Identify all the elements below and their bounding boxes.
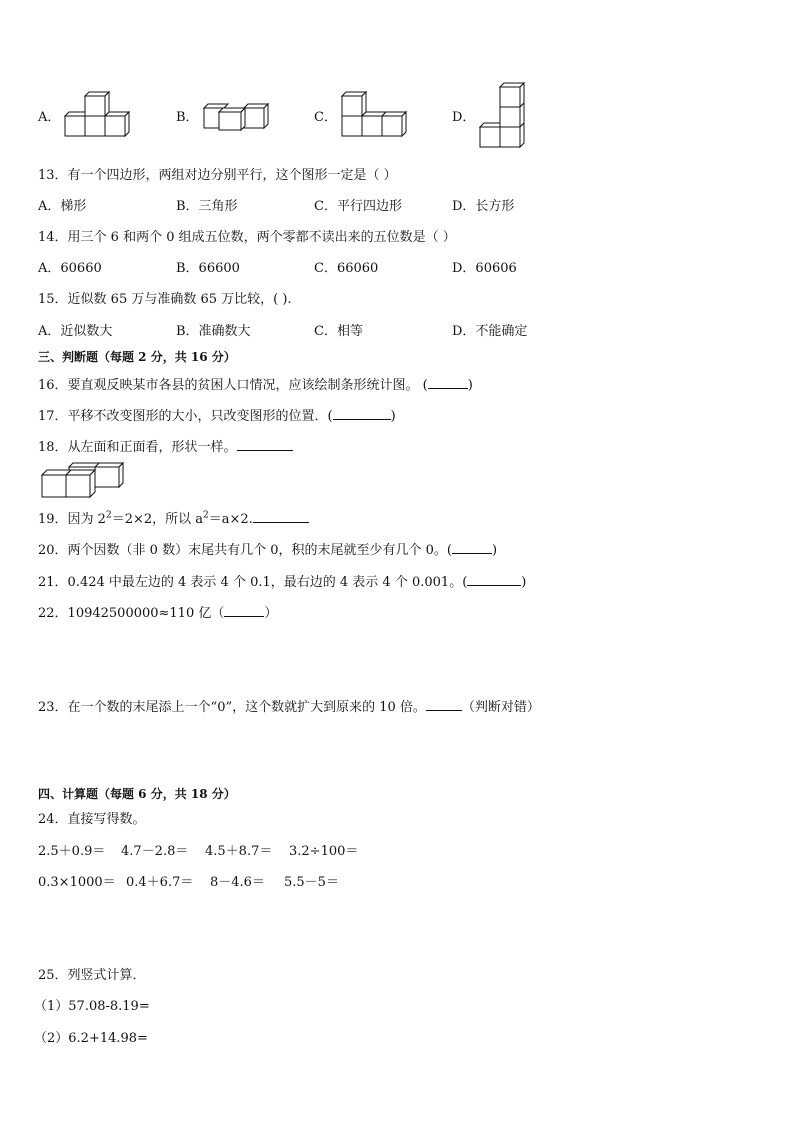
q15-stem: 15．近似数 65 万与准确数 65 万比较，( ).: [38, 292, 292, 307]
q17: [38, 407, 396, 425]
q18-text: 18．从左面和正面看，形状一样。: [38, 440, 237, 455]
q12-option-a-letter[interactable]: A．: [38, 110, 61, 125]
q22-text: 22．10942500000≈110 亿（: [38, 606, 225, 621]
q13-stem: 13．有一个四边形，两组对边分别平行，这个图形一定是（ ）: [38, 168, 397, 183]
q23: [38, 698, 540, 716]
section-4-title: 四、计算题（每题 6 分，共 18 分）: [38, 787, 236, 801]
q24-expr[interactable]: 4.7－2.8＝: [121, 844, 189, 859]
q20-close: ): [491, 543, 498, 558]
q19-post: ＝a×2.: [208, 512, 253, 527]
q24-expr[interactable]: 0.3×1000＝: [38, 875, 116, 890]
q13-option-d[interactable]: D．长方形: [452, 199, 515, 214]
q14-option-b[interactable]: B．66600: [176, 261, 240, 276]
q12-option-d-figure: [479, 84, 529, 148]
q24-expr[interactable]: 3.2÷100＝: [289, 844, 359, 859]
q13-option-c[interactable]: C．平行四边形: [314, 199, 402, 214]
q21-close: ): [521, 575, 527, 590]
q25-stem: 25．列竖式计算．: [38, 968, 146, 983]
q15-option-c[interactable]: C．相等: [314, 324, 363, 339]
q15-option-d[interactable]: D．不能确定: [452, 324, 528, 339]
q23-answer-blank[interactable]: [426, 698, 462, 711]
q13-option-b[interactable]: B．三角形: [176, 199, 238, 214]
q17-answer-blank[interactable]: [333, 407, 391, 420]
q22: [38, 604, 277, 622]
q21-answer-blank[interactable]: [467, 573, 521, 586]
q24-expr[interactable]: 2.5＋0.9＝: [38, 844, 106, 859]
q19-pre: 19．因为 2: [38, 512, 106, 527]
q12-option-b-letter[interactable]: B．: [176, 110, 199, 125]
q20: [38, 541, 497, 559]
q18: [38, 438, 293, 456]
q14-option-a[interactable]: A．60660: [38, 261, 102, 276]
q22-answer-blank[interactable]: [224, 604, 264, 617]
q20-text: 20．两个因数（非 0 数）末尾共有几个 0，积的末尾就至少有几个 0。(: [38, 543, 452, 558]
q12-option-c-figure: [341, 96, 411, 140]
section-3-title: 三、判断题（每题 2 分，共 16 分）: [38, 350, 236, 364]
q21: [38, 573, 526, 591]
q13-option-a[interactable]: A．梯形: [38, 199, 87, 214]
q24-stem: 24．直接写得数。: [38, 812, 146, 827]
q14-option-c[interactable]: C．66060: [314, 261, 379, 276]
q24-expr[interactable]: 8－4.6＝: [210, 875, 265, 890]
q23-text: 23．在一个数的末尾添上一个“0”，这个数就扩大到原来的 10 倍。: [38, 700, 426, 715]
q21-text: 21．0.424 中最左边的 4 表示 4 个 0.1，最右边的 4 表示 4 个 0.001。(: [38, 575, 468, 590]
q19-mid: ＝2×2，所以 a: [111, 512, 204, 527]
q14-stem: 14．用三个 6 和两个 0 组成五位数，两个零都不读出来的五位数是（ ）: [38, 230, 456, 245]
q25-item-1[interactable]: （1）57.08-8.19=: [34, 999, 150, 1014]
q17-close: ): [390, 409, 396, 424]
q19: [38, 510, 309, 528]
q25-item-2[interactable]: （2）6.2+14.98=: [34, 1031, 148, 1046]
q12-option-b-figure: [203, 100, 273, 132]
q12-option-c-letter[interactable]: C．: [314, 110, 337, 125]
q20-answer-blank[interactable]: [452, 541, 492, 554]
q24-expr[interactable]: 4.5＋8.7＝: [205, 844, 273, 859]
q12-option-d-letter[interactable]: D．: [452, 110, 476, 125]
q12-option-a-figure: [64, 96, 134, 140]
q14-option-d[interactable]: D．60606: [452, 261, 517, 276]
q16: [38, 376, 473, 394]
q22-close: ）: [264, 606, 278, 621]
q23-tail: （判断对错）: [461, 700, 540, 715]
q24-expr[interactable]: 5.5－5＝: [284, 875, 339, 890]
q16-close: ): [467, 378, 473, 393]
q19-answer-blank[interactable]: [253, 510, 309, 523]
q17-text: 17．平移不改变图形的大小，只改变图形的位置．(: [38, 409, 333, 424]
q15-option-b[interactable]: B．准确数大: [176, 324, 251, 339]
q24-expr[interactable]: 0.4＋6.7＝: [126, 875, 194, 890]
q15-option-a[interactable]: A．近似数大: [38, 324, 113, 339]
q16-answer-blank[interactable]: [428, 376, 468, 389]
q16-text: 16．要直观反映某市各县的贫困人口情况，应该绘制条形统计图。 (: [38, 378, 428, 393]
q19-exponent-1: 2: [105, 510, 112, 521]
q19-exponent-2: 2: [203, 510, 209, 521]
q18-cube-figure: [41, 462, 125, 500]
q18-answer-blank[interactable]: [237, 438, 293, 451]
